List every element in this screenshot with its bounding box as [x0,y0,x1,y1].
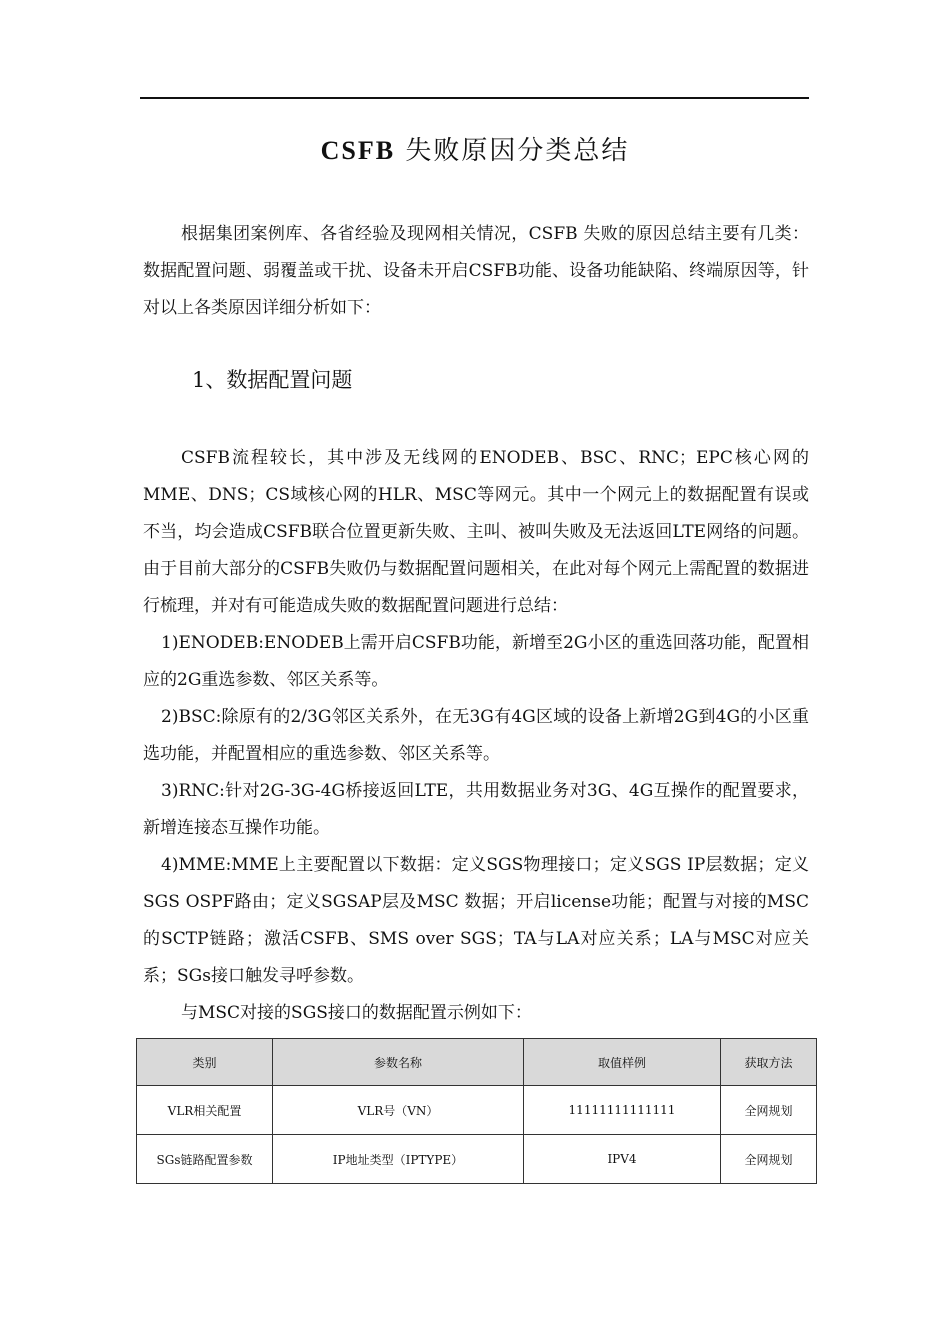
list-item-bsc: 2)BSC:除原有的2/3G邻区关系外，在无3G有4G区域的设备上新增2G到4G的小区重选功能，并配置相应的重选参数、邻区关系等。 [143,707,809,764]
document-title [0,130,950,167]
intro-paragraph: 根据集团案例库、各省经验及现网相关情况，CSFB 失败的原因总结主要有几类：数据配置问题、弱覆盖或干扰、设备未开启CSFB功能、设备功能缺陷、终端原因等，针对以上各类原因详细分析如下： [143,224,809,318]
top-rule [140,97,809,99]
section-heading: 1、数据配置问题 [192,368,353,392]
table-cell: IPV4 [524,1135,721,1184]
table-cell: VLR相关配置 [137,1086,273,1135]
config-table [136,1038,817,1184]
table-cell: 11111111111111 [524,1086,721,1135]
table-header-row [137,1039,817,1086]
list-item-mme: 4)MME:MME上主要配置以下数据：定义SGS物理接口；定义SGS IP层数据；定义SGS OSPF路由；定义SGSAP层及MSC 数据；开启license功能；配置与对接的MSC的SCTP链路；激活CSFB、SMS over SGS；TA与LA对应关系；LA与MSC对应关系；SGs接口触发寻呼参数。 [143,855,809,986]
table-row [137,1086,817,1135]
table-cell: IP地址类型（IPTYPE） [273,1135,524,1184]
title-text: 失败原因分类总结 [395,136,630,166]
table-row [137,1135,817,1184]
header-category: 类别 [137,1039,273,1086]
header-sample-value: 取值样例 [524,1039,721,1086]
table-caption: 与MSC对接的SGS接口的数据配置示例如下： [181,1003,532,1023]
header-param-name: 参数名称 [273,1039,524,1086]
table-cell: SGs链路配置参数 [137,1135,273,1184]
section-paragraph: CSFB流程较长，其中涉及无线网的ENODEB、BSC、RNC；EPC核心网的MME、DNS；CS域核心网的HLR、MSC等网元。其中一个网元上的数据配置有误或不当，均会造成CSFB联合位置更新失败、主叫、被叫失败及无法返回LTE网络的问题。由于目前大部分的CSFB失败仍与数据配置问题相关，在此对每个网元上需配置的数据进行梳理，并对有可能造成失败的数据配置问题进行总结： [143,448,809,616]
table-cell: 全网规划 [721,1086,817,1135]
list-item-enodeb: 1)ENODEB:ENODEB上需开启CSFB功能，新增至2G小区的重选回落功能，配置相应的2G重选参数、邻区关系等。 [143,633,809,690]
table-cell: 全网规划 [721,1135,817,1184]
table-cell: VLR号（VN） [273,1086,524,1135]
list-item-rnc: 3)RNC:针对2G-3G-4G桥接返回LTE，共用数据业务对3G、4G互操作的配置要求，新增连接态互操作功能。 [143,781,809,838]
title-acronym: CSFB [320,136,396,165]
section-body [143,440,809,1032]
header-method: 获取方法 [721,1039,817,1086]
